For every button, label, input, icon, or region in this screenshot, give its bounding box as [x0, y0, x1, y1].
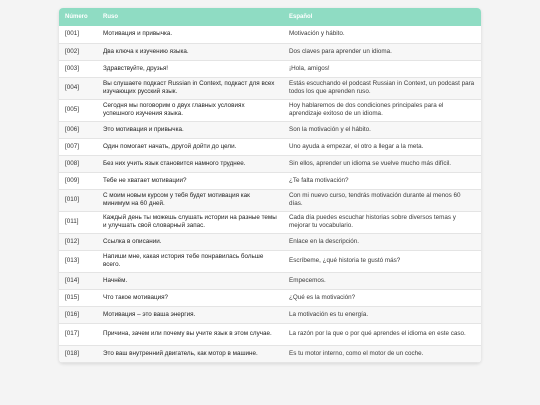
- russian-text: С моим новым курсом у тебя будет мотивация как минимум на 60 дней.: [97, 189, 283, 211]
- table-row: [59, 99, 481, 121]
- spanish-text: La motivación es tu energía.: [283, 306, 481, 323]
- russian-text: Два ключа к изучению языка.: [97, 43, 283, 60]
- table-row: [59, 323, 481, 345]
- table-row: [59, 60, 481, 77]
- russian-text: Вы слушаете подкаст Russian in Context, подкаст для всех изучающих русский язык.: [97, 77, 283, 99]
- russian-text: Напиши мне, какая история тебе понравилась больше всего.: [97, 250, 283, 272]
- russian-text: Это мотивация и привычка.: [97, 121, 283, 138]
- header-number: Número: [59, 8, 97, 26]
- spanish-text: ¡Hola, amigos!: [283, 60, 481, 77]
- spanish-text: Sin ellos, aprender un idioma se vuelve mucho más difícil.: [283, 155, 481, 172]
- row-number: [006]: [59, 121, 97, 138]
- russian-text: Ссылка в описании.: [97, 233, 283, 250]
- spanish-text: Uno ayuda a empezar, el otro a llegar a la meta.: [283, 138, 481, 155]
- spanish-text: Con mi nuevo curso, tendrás motivación durante al menos 60 días.: [283, 189, 481, 211]
- spanish-text: Empecemos.: [283, 272, 481, 289]
- row-number: [013]: [59, 250, 97, 272]
- table-row: [59, 250, 481, 272]
- row-number: [014]: [59, 272, 97, 289]
- russian-text: Каждый день ты можешь слушать истории на разные темы и улучшать свой словарный запас.: [97, 211, 283, 233]
- spanish-text: Cada día puedes escuchar historias sobre diversos temas y mejorar tu vocabulario.: [283, 211, 481, 233]
- row-number: [005]: [59, 99, 97, 121]
- russian-text: Один помогает начать, другой дойти до цели.: [97, 138, 283, 155]
- row-number: [018]: [59, 345, 97, 362]
- table-row: [59, 138, 481, 155]
- russian-text: Причина, зачем или почему вы учите язык в этом случае.: [97, 323, 283, 345]
- header-row: [59, 8, 481, 26]
- row-number: [004]: [59, 77, 97, 99]
- table-row: [59, 272, 481, 289]
- row-number: [012]: [59, 233, 97, 250]
- spanish-text: ¿Qué es la motivación?: [283, 289, 481, 306]
- table-row: [59, 121, 481, 138]
- table-row: [59, 155, 481, 172]
- table-row: [59, 43, 481, 60]
- transcript-table-card: [59, 8, 481, 363]
- table-row: [59, 345, 481, 362]
- table-row: [59, 289, 481, 306]
- spanish-text: Es tu motor interno, como el motor de un coche.: [283, 345, 481, 362]
- spanish-text: Motivación y hábito.: [283, 26, 481, 43]
- row-number: [002]: [59, 43, 97, 60]
- russian-text: Сегодня мы поговорим о двух главных условиях успешного изучения языка.: [97, 99, 283, 121]
- table-row: [59, 306, 481, 323]
- spanish-text: Hoy hablaremos de dos condiciones principales para el aprendizaje exitoso de un idioma.: [283, 99, 481, 121]
- table-row: [59, 233, 481, 250]
- russian-text: Без них учить язык становится намного труднее.: [97, 155, 283, 172]
- russian-text: Это ваш внутренний двигатель, как мотор в машине.: [97, 345, 283, 362]
- table-row: [59, 189, 481, 211]
- row-number: [011]: [59, 211, 97, 233]
- russian-text: Здравствуйте, друзья!: [97, 60, 283, 77]
- row-number: [016]: [59, 306, 97, 323]
- russian-text: Что такое мотивация?: [97, 289, 283, 306]
- russian-text: Тебе не хватает мотивации?: [97, 172, 283, 189]
- table-row: [59, 211, 481, 233]
- table-row: [59, 26, 481, 43]
- russian-text: Начнём.: [97, 272, 283, 289]
- table-row: [59, 172, 481, 189]
- row-number: [017]: [59, 323, 97, 345]
- row-number: [010]: [59, 189, 97, 211]
- spanish-text: Enlace en la descripción.: [283, 233, 481, 250]
- row-number: [008]: [59, 155, 97, 172]
- russian-text: Мотивация и привычка.: [97, 26, 283, 43]
- transcript-table: [59, 8, 481, 363]
- header-russian: Ruso: [97, 8, 283, 26]
- table-header: [59, 8, 481, 26]
- header-spanish: Español: [283, 8, 481, 26]
- spanish-text: Son la motivación y el hábito.: [283, 121, 481, 138]
- row-number: [001]: [59, 26, 97, 43]
- spanish-text: ¿Te falta motivación?: [283, 172, 481, 189]
- table-body: [59, 26, 481, 362]
- spanish-text: Dos claves para aprender un idioma.: [283, 43, 481, 60]
- row-number: [007]: [59, 138, 97, 155]
- table-row: [59, 77, 481, 99]
- spanish-text: La razón por la que o por qué aprendes el idioma en este caso.: [283, 323, 481, 345]
- russian-text: Мотивация – это ваша энергия.: [97, 306, 283, 323]
- row-number: [003]: [59, 60, 97, 77]
- row-number: [009]: [59, 172, 97, 189]
- spanish-text: Escríbeme, ¿qué historia te gustó más?: [283, 250, 481, 272]
- spanish-text: Estás escuchando el podcast Russian in Context, un podcast para todos los que aprenden ruso.: [283, 77, 481, 99]
- row-number: [015]: [59, 289, 97, 306]
